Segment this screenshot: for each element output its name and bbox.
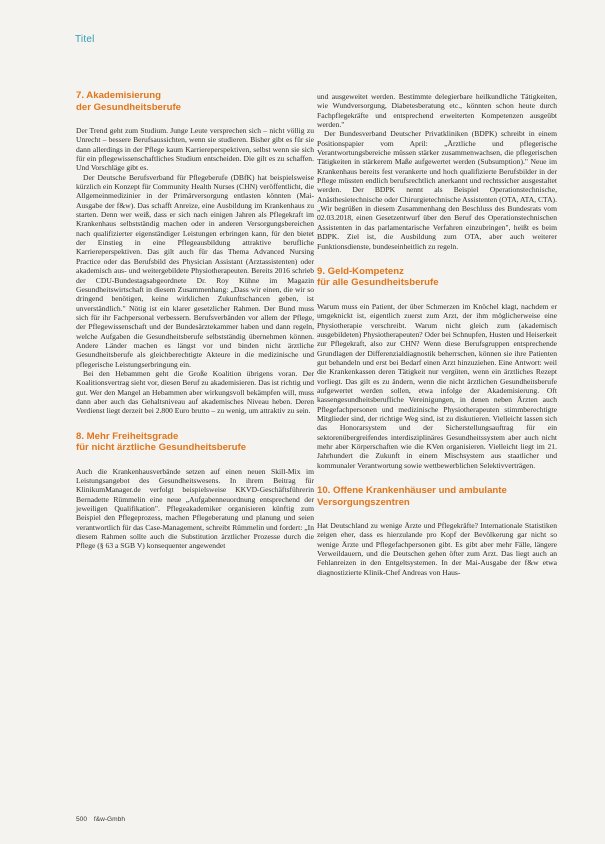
- section-8-paragraph-continued: und ausgeweitet werden. Bestimmte delegierbare heilkundliche Tätigkeiten, wie Wundversorgung, Diabetesberatung etc., könnten schon heute durch Fachpflegekräfte und entsprechend erweiterten Kompetenzen ausgeübt werden.": [317, 92, 557, 130]
- section-7-heading: [76, 90, 314, 113]
- section-8-paragraph-2: Der Bundesverband Deutscher Privatkliniken (BDPK) schreibt in einem Positionspapier vom April: „Ärztliche und pflegerische Verantwortungsbereiche müssen stärker zusammenwachsen, die pflegerischen Tätigkeiten in stärkerem Maße aufgewertet werden (Subsumption)." Neue im Krankenhaus bereits fest verankerte und hoch qualifizierte Berufsbilder in der Pflege müssten endlich berufsrechtlich anerkannt und rechtssicher ausgestaltet werden. Der BDPK nennt als Beispiel Operationstechnische, Anästhesietechnische oder Chirurgietechnische Assistenten (OTA, ATA, CTA). „Wir begrüßen in diesem Zusammenhang den Beschluss des Bundesrats vom 02.03.2018, einen Gesetzentwurf über den Beruf des Operationstechnischen Assistenten in das parlamentarische Verfahren einzubringen", heißt es beim BDPK. Ziel ist, die Ausbildung zum OTA, aber auch weiterer Funktionsdienste, bundeseinheitlich zu regeln.: [317, 129, 557, 251]
- section-10-paragraph-1: Hat Deutschland zu wenige Ärzte und Pflegekräfte? Internationale Statistiken zeigen eher, dass es hierzulande pro Kopf der Bevölkerung gar nicht so wenige Ärzte und Pflegefachpersonen gibt. Es gibt aber mehr Fälle, längere Verweildauern, und die Deutschen gehen öfter zum Arzt. Das liegt auch an Fehlanreizen in den Entgeltsystemen. In der Mai-Ausgabe der f&w etwa diagnostizierte Klinik-Chef Andreas von Haus-: [317, 521, 557, 577]
- section-8-paragraph-1: Auch die Krankenhausverbände setzen auf einen neuen Skill-Mix im Leistungsangebot des Gesundheitswesens. In ihrem Beitrag für KlinikumManager.de verfolgt beispielsweise KKVD-Geschäftsführerin Bernadette Rümmelin eine neue „Aufgabenneuordnung entsprechend der jeweiligen Qualifikation". Pflegeakademiker organisieren künftig zum Beispiel den Pflegeprozess, machen Pflegeberatung und planung und seien verantwortlich für das Case-Management, schreibt Rümmelin und fordert: „In diesem Rahmen sollte auch die Substitution ärztlicher Prozesse durch die Pflege (§ 63 a SGB V) konsequenter angewendet: [76, 466, 314, 551]
- page-footer: [76, 816, 130, 823]
- section-header-title: Titel: [75, 34, 95, 45]
- right-column: [317, 92, 557, 577]
- page-number: 500: [76, 816, 88, 823]
- section-9-title-line-2: für alle Gesundheitsberufe: [317, 277, 439, 289]
- section-10-heading: [317, 485, 557, 508]
- section-7-title-line-2: der Gesundheitsberufe: [76, 101, 182, 113]
- section-8-title-line-2: für nicht ärztliche Gesundheitsberufe: [76, 442, 247, 454]
- section-8-title-line-1: 8. Mehr Freiheitsgrade: [76, 430, 179, 442]
- section-8-heading: [76, 431, 314, 454]
- magazine-name: f&w-Gmbh: [93, 816, 126, 823]
- section-9-paragraph-1: Warum muss ein Patient, der über Schmerzen im Knöchel klagt, nachdem er umgeknickt ist, eigentlich zuerst zum Arzt, der ihm möglicherweise eine Physiotherapie verschreibt. Warum nicht gleich zum (akademisch ausgebildeten) Physiotherapeuten? Oder bei Schnupfen, Husten und Heiserkeit zur Pflegekraft, also zur CHN? Wenn diese Berufsgruppen entsprechende Grundlagen der Differenzialdiagnostik beherrschen, können sie ihre Patienten gut behandeln und erst bei Bedarf einen Arzt hinzuziehen. Eine Antwort: weil die Krankenkassen deren Tätigkeit nur vergüten, wenn ein ärztliches Rezept vorliegt. Das gilt es zu ändern, wenn die nicht ärztlichen Gesundheitsberufe aufgewertet werden sollen, etwa infolge der Akademisierung. Oft kassengesundheitsberufliche Vereinigungen, in denen neben Ärzten auch Pflegefachpersonen und medizinische Physiotherapeuten stimmberechtigte Mitglieder sind, der richtige Weg sind, ist zu diskutieren. Vielleicht lassen sich das Honorarsystem und der Sicherstellungsauftrag für ein sektorenübergreifendes interdisziplinäres Gesundheitssystem aber auch nicht mehr aber Körperschaften wie die KVen organisieren. Vielleicht liegt im 21. Jahrhundert die Zukunft in einem Mischsystem aus staatlicher und kommunaler Verantwortung sowie wettbewerblichen Selektivverträgen.: [317, 301, 557, 470]
- left-column: [76, 90, 314, 551]
- section-7-paragraph-1: Der Trend geht zum Studium. Junge Leute versprechen sich – nicht völlig zu Unrecht – bessere Berufsaussichten, wenn sie studieren. Bisher gibt es für sie dann allerdings in der Pflege kaum Karriereperspektiven, selbst wenn sie sich für ein pflegewissenschaftliches Studium entscheiden. Die gilt es zu schaffen. Und Vorschläge gibt es.: [76, 126, 314, 173]
- section-7-title-line-1: 7. Akademisierung: [76, 90, 161, 101]
- section-9-title-line-1: 9. Geld-Kompetenz: [317, 265, 404, 277]
- section-7-paragraph-2: Der Deutsche Berufsverband für Pflegeberufe (DBfK) hat beispielsweise kürzlich ein Konzept für Community Health Nurses (CHN) veröffentlicht, die Allgemeinmedizinier in der Primärversorgung entlasten könnten (Mai-Ausgabe der f&w). Das schafft Anreize, eine Ausbildung im Krankenhaus zu starten. Denn wer weiß, dass er sich nach einigen Jahren als Pflegekraft im Krankenhaus selbstständig machen oder in anderen Versorgungsbereichen nach qualifizierter eigenständiger Leistungen erbringen kann, für den bietet der Einstieg in eine Pflegeausbildung attraktive berufliche Karriereperspektiven. Das gilt auch für das Thema Advanced Nursing Practice oder das Berufsbild des Physician Assistant (Arztassistenten) oder akademisch aus- und weitergebildete Physiotherapeuten. Bereits 2016 schrieb der CDU-Bundestagsabgeordnete Dr. Roy Kühne im Magazin Gesundheitswirtschaft in diesem Zusammenhang: „Dass wir einen, die wir so dringend benötigen, keine wirklichen Zukunftschancen geben, ist unverständlich." Nötig ist ein klarer gesetzlicher Rahmen. Der Bund muss sich für ihr Fachpersonal verbessern. Berufsverbänden vor allem der Pflege, der Pflegewissenschaft und der Bundesärztekammer haben und dann regeln, welche Aufgaben die Gesundheitsberufe selbstständig übernehmen können. Andere Länder machen es längst vor und binden nicht ärztliche Gesundheitsberufe als gleichberechtigte Akteure in die medizinische und pflegerische Leistungserbringung ein.: [76, 172, 314, 369]
- section-10-title-line-2: Versorgungszentren: [317, 496, 410, 508]
- section-7-paragraph-3: Bei den Hebammen geht die Große Koalition übrigens voran. Der Koalitionsvertrag sieht vor, diesen Beruf zu akademisieren. Das ist richtig und gut. Wer den Mangel an Hebammen aber wirkungsvoll bekämpfen will, muss dann aber auch das Gehaltsniveau auf akademisches Niveau heben. Deren Verdienst liegt derzeit bei 2.800 Euro brutto – zu wenig, um attraktiv zu sein.: [76, 368, 314, 416]
- section-10-title-line-1: 10. Offene Krankenhäuser und ambulante: [317, 485, 507, 497]
- section-9-heading: [317, 266, 557, 289]
